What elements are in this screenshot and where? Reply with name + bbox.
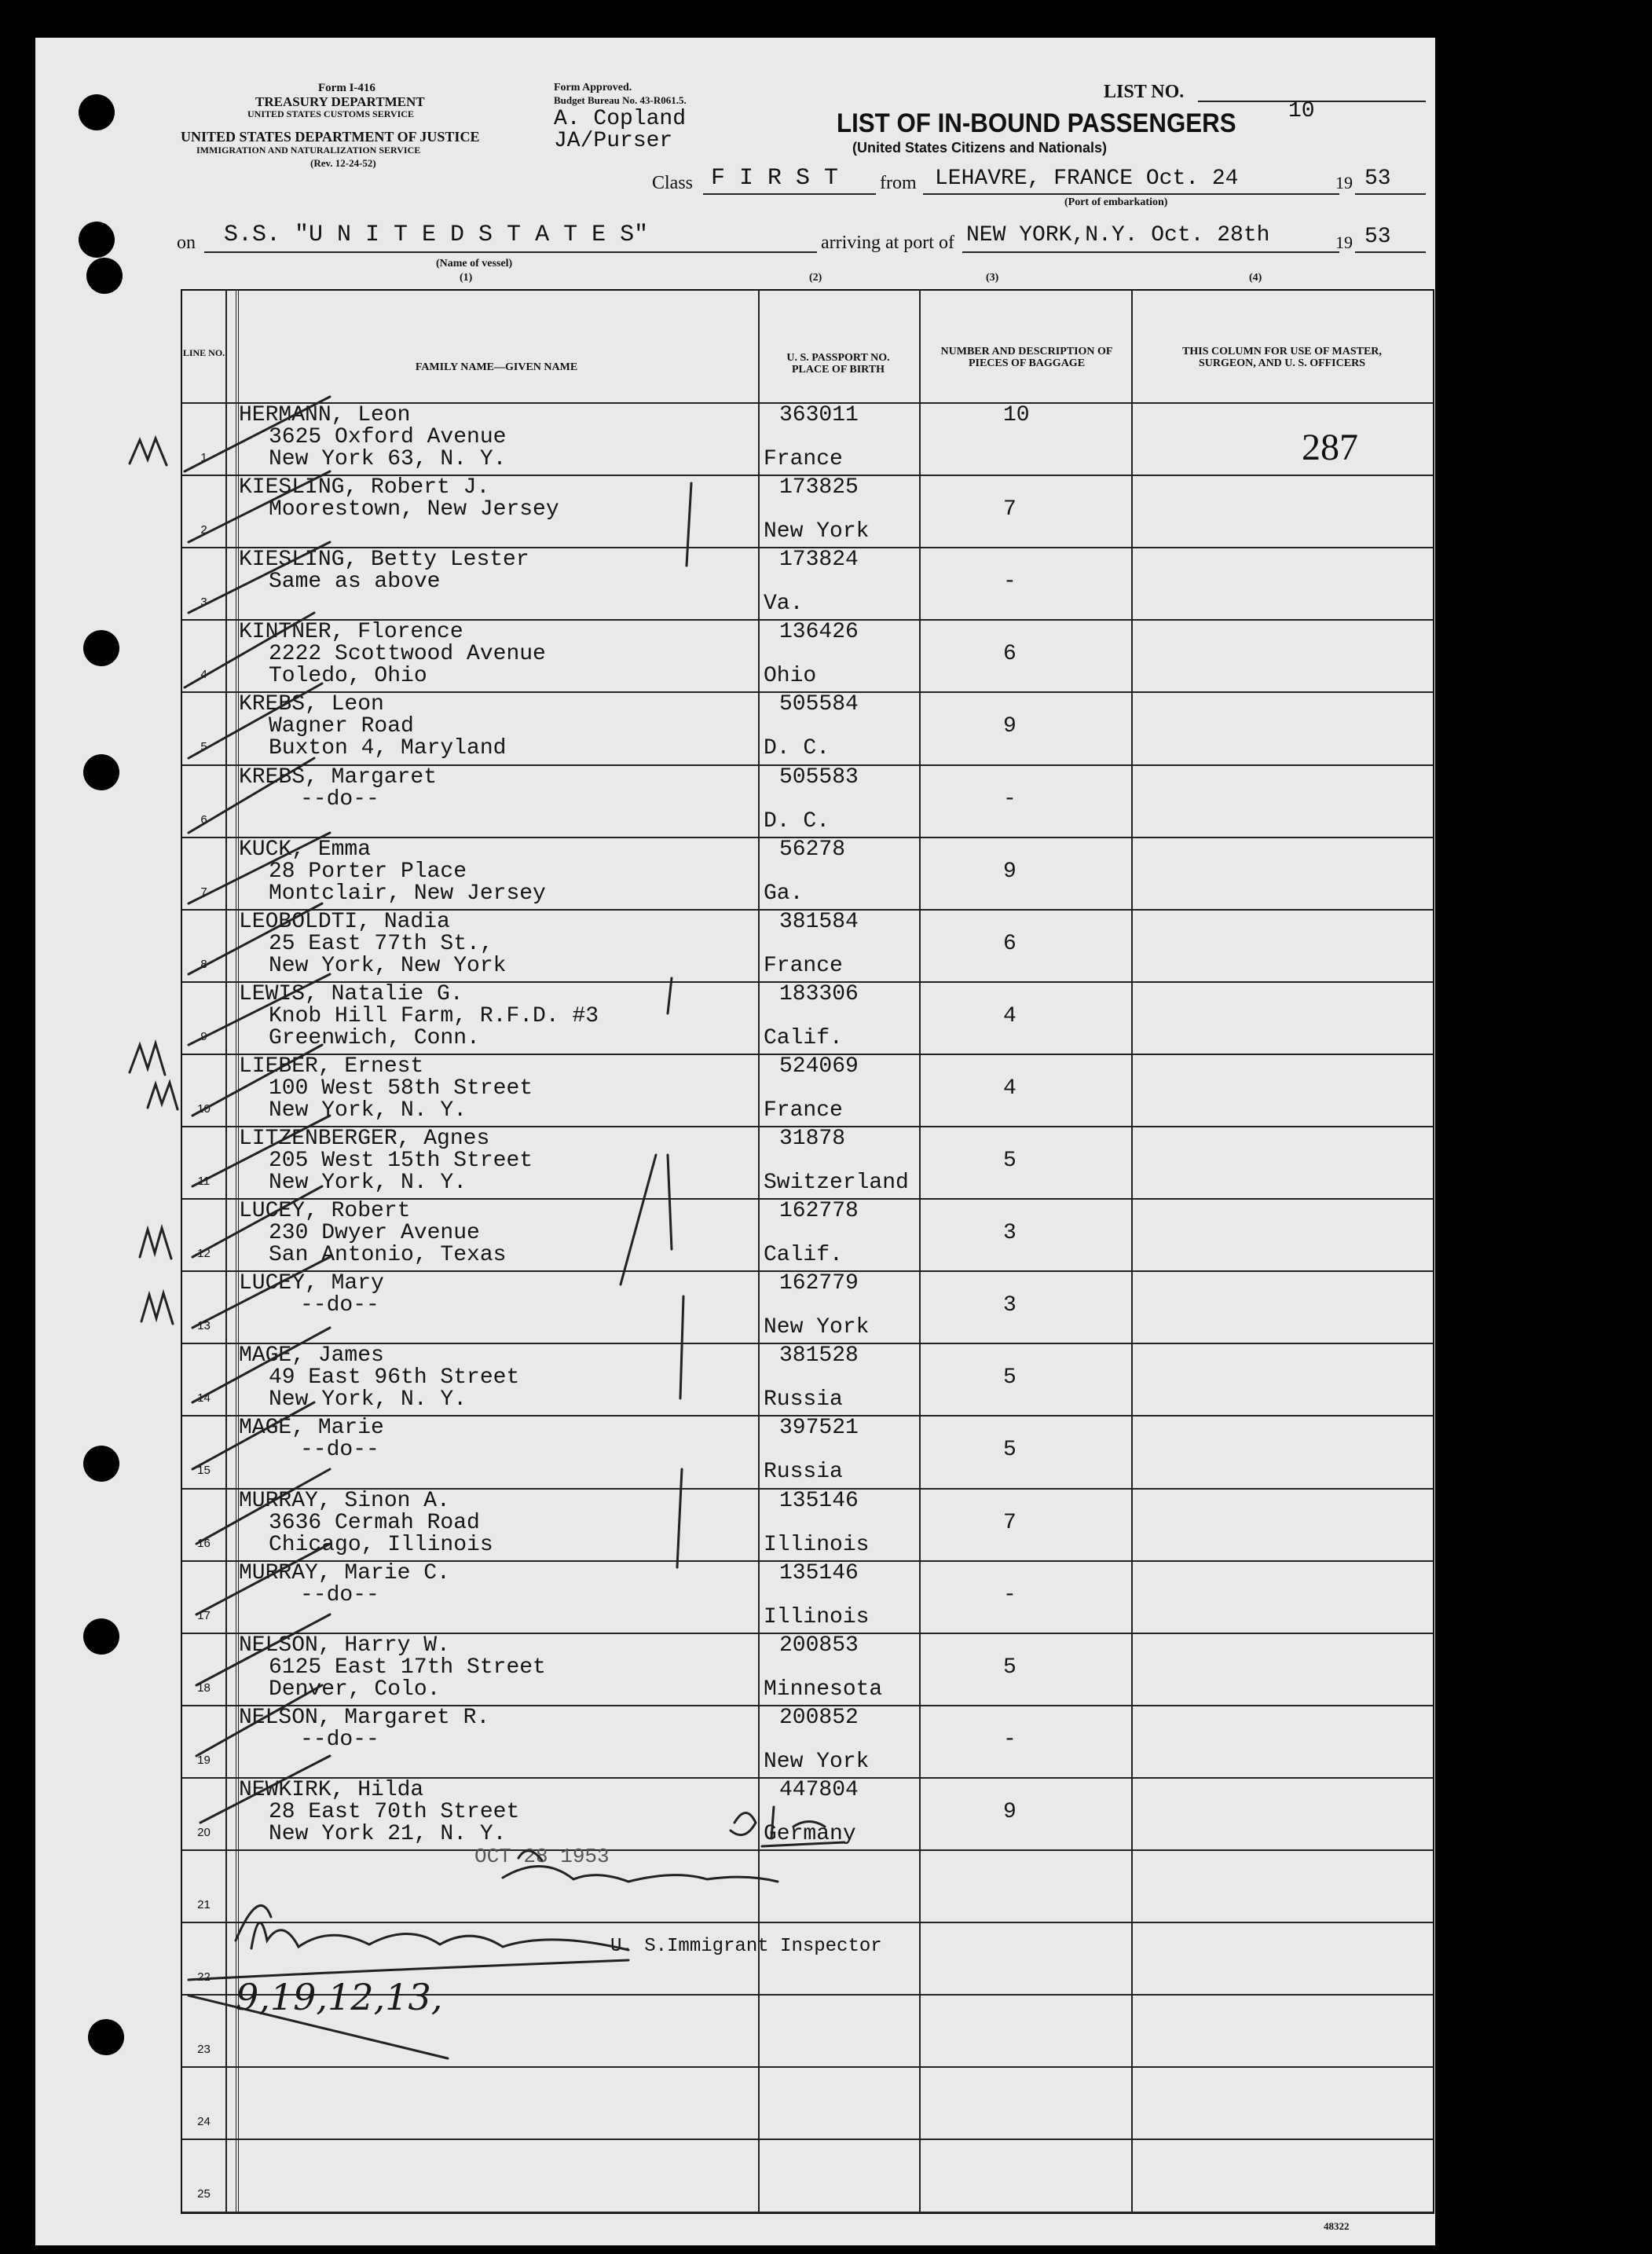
inspector-caption: U. S.Immigrant Inspector [610, 1936, 882, 1957]
column-number-3: (3) [986, 272, 999, 284]
baggage-count: 5 [1003, 1438, 1016, 1463]
passport-number: 56278 [779, 837, 846, 862]
embarkation-value: LEHAVRE, FRANCE Oct. 24 [935, 167, 1239, 191]
line-number: 8 [200, 957, 207, 971]
passenger-address-line: Knob Hill Farm, R.F.D. #3 [269, 1003, 599, 1028]
list-no-label: LIST NO. [1104, 82, 1185, 102]
passport-number: 162779 [779, 1271, 859, 1296]
column-number-1: (1) [460, 272, 473, 284]
passenger-address-line: Moorestown, New Jersey [269, 497, 559, 522]
line-number: 9 [200, 1029, 207, 1043]
place-of-birth: Va. [764, 592, 804, 617]
line-number: 11 [197, 1175, 211, 1188]
passport-number: 397521 [779, 1416, 859, 1441]
passenger-name: HERMANN, Leon [239, 403, 411, 427]
passenger-address-line: 49 East 96th Street [269, 1365, 520, 1391]
line-number: 3 [200, 596, 207, 610]
class-value: F I R S T [711, 165, 839, 192]
line-number: 25 [197, 2187, 211, 2201]
header-officers: THIS COLUMN FOR USE OF MASTER, SURGEON, AND U. S. OFFICERS [1182, 346, 1382, 369]
baggage-count: - [1003, 786, 1016, 812]
passport-number: 31878 [779, 1127, 846, 1151]
place-of-birth: D. C. [764, 808, 830, 834]
from-year: 53 [1364, 167, 1391, 191]
line-number: 7 [200, 885, 207, 899]
passport-number: 136426 [779, 620, 859, 645]
class-label: Class [652, 173, 694, 193]
baggage-count: 6 [1003, 642, 1016, 667]
passenger-address-line: Denver, Colo. [269, 1677, 441, 1702]
passenger-name: LEOBOLDTI, Nadia [239, 909, 450, 934]
form-code: 48322 [1324, 2220, 1350, 2232]
passenger-name: MAGE, James [239, 1343, 384, 1369]
passport-number: 200852 [779, 1705, 859, 1730]
passenger-name: NELSON, Harry W. [239, 1633, 450, 1658]
passport-number: 381528 [779, 1343, 859, 1369]
passenger-name: KREBS, Margaret [239, 764, 438, 790]
passenger-address-line: 28 East 70th Street [269, 1799, 520, 1824]
line-number: 15 [197, 1464, 211, 1478]
passport-number: 505584 [779, 692, 859, 717]
baggage-count: 5 [1003, 1365, 1016, 1391]
baggage-count: 3 [1003, 1221, 1016, 1246]
line-number: 14 [197, 1391, 211, 1406]
passport-number: 524069 [779, 1054, 859, 1079]
passenger-address-line: 100 West 58th Street [269, 1076, 533, 1101]
place-of-birth: France [764, 447, 843, 471]
passenger-name: MAGE, Marie [239, 1416, 384, 1441]
port-embarkation-caption: (Port of embarkation) [1064, 196, 1168, 208]
baggage-count: 4 [1003, 1003, 1016, 1028]
line-number: 10 [197, 1101, 211, 1116]
passenger-address-line: New York, N. Y. [269, 1171, 467, 1195]
revision-label: (Rev. 12-24-52) [310, 157, 376, 169]
place-of-birth: Illinois [764, 1532, 870, 1557]
passenger-address-line: 25 East 77th St., [269, 931, 493, 956]
vessel-caption: (Name of vessel) [436, 258, 513, 269]
line-number: 17 [197, 1608, 211, 1622]
passenger-address-line: 3625 Oxford Avenue [269, 425, 507, 449]
passenger-address-line: --do-- [300, 1293, 379, 1318]
passenger-address-line: San Antonio, Texas [269, 1243, 507, 1268]
vessel-name: S.S. "U N I T E D S T A T E S" [224, 222, 649, 248]
passenger-address-line: New York, New York [269, 953, 507, 978]
passenger-address-line: --do-- [300, 786, 379, 812]
arrival-year-prefix: 19 [1335, 233, 1353, 252]
passenger-name: KUCK, Emma [239, 837, 372, 862]
passenger-address-line: Wagner Road [269, 714, 414, 739]
line-number: 20 [197, 1825, 211, 1839]
header-name: FAMILY NAME—GIVEN NAME [415, 361, 578, 373]
place-of-birth: Germany [764, 1821, 856, 1846]
on-label: on [177, 233, 196, 253]
passport-number: 135146 [779, 1488, 859, 1513]
passenger-address-line: New York, N. Y. [269, 1387, 467, 1413]
passport-number: 162778 [779, 1199, 859, 1224]
officer-mark: 287 [1302, 427, 1358, 468]
column-number-4: (4) [1249, 272, 1262, 284]
place-of-birth: France [764, 1098, 843, 1123]
passenger-name: KREBS, Leon [239, 692, 384, 717]
baggage-count: 6 [1003, 931, 1016, 956]
line-number: 5 [200, 740, 207, 754]
baggage-count: 7 [1003, 1510, 1016, 1535]
baggage-count: 4 [1003, 1076, 1016, 1101]
passenger-address-line: Greenwich, Conn. [269, 1025, 480, 1050]
place-of-birth: Switzerland [764, 1171, 909, 1195]
passenger-name: NELSON, Margaret R. [239, 1705, 490, 1730]
passenger-name: LUCEY, Robert [239, 1199, 411, 1224]
passport-number: 505583 [779, 764, 859, 790]
line-number: 2 [200, 523, 207, 537]
place-of-birth: New York [764, 1749, 870, 1774]
handwritten-note: 9,19,12,13, [236, 1976, 443, 2018]
place-of-birth: Russia [764, 1460, 843, 1485]
baggage-count: - [1003, 1727, 1016, 1752]
passenger-address-line: --do-- [300, 1438, 379, 1463]
passenger-address-line: Same as above [269, 570, 441, 595]
line-number: 13 [197, 1319, 211, 1333]
passenger-address-line: 6125 East 17th Street [269, 1655, 546, 1680]
line-number: 4 [200, 668, 207, 682]
baggage-count: - [1003, 570, 1016, 595]
passenger-address-line: Montclair, New Jersey [269, 881, 546, 906]
place-of-birth: Ga. [764, 881, 804, 906]
line-number: 24 [197, 2115, 211, 2129]
line-number: 12 [197, 1247, 211, 1261]
header-baggage: NUMBER AND DESCRIPTION OF PIECES OF BAGGAGE [940, 346, 1113, 369]
approved-label: Form Approved. [554, 82, 632, 93]
inspection-stamp-date: OCT 28 1953 [474, 1845, 610, 1868]
passenger-name: NEWKIRK, Hilda [239, 1777, 424, 1802]
passenger-address-line: 3636 Cermah Road [269, 1510, 480, 1535]
header-line-no: LINE NO. [182, 347, 225, 358]
passenger-address-line: 28 Porter Place [269, 859, 467, 884]
passenger-address-line: Chicago, Illinois [269, 1532, 493, 1557]
passenger-name: LEWIS, Natalie G. [239, 981, 463, 1006]
purser-name: A. Copland [554, 107, 687, 131]
passenger-address-line: --do-- [300, 1582, 379, 1607]
passport-number: 173824 [779, 548, 859, 573]
passport-number: 135146 [779, 1560, 859, 1585]
form-subtitle: (United States Citizens and Nationals) [852, 140, 1108, 156]
passenger-name: KIESLING, Betty Lester [239, 548, 529, 573]
line-number: 18 [197, 1680, 211, 1695]
form-title: LIST OF IN-BOUND PASSENGERS [837, 108, 1236, 138]
passport-number: 173825 [779, 475, 859, 500]
purser-title: JA/Purser [554, 129, 673, 153]
place-of-birth: New York [764, 1315, 870, 1340]
treasury-label: TREASURY DEPARTMENT [255, 94, 425, 109]
passenger-name: LITZENBERGER, Agnes [239, 1127, 490, 1151]
column-number-2: (2) [809, 272, 822, 284]
passenger-address-line: New York 21, N. Y. [269, 1821, 507, 1846]
passenger-name: KIESLING, Robert J. [239, 475, 490, 500]
line-number: 21 [197, 1898, 211, 1911]
baggage-count: 10 [1003, 403, 1030, 427]
place-of-birth: D. C. [764, 736, 830, 761]
line-number: 1 [200, 451, 207, 464]
form-number: Form I-416 [318, 82, 375, 94]
line-number: 6 [200, 812, 207, 826]
arrival-value: NEW YORK,N.Y. Oct. 28th [966, 223, 1270, 247]
passenger-name: LUCEY, Mary [239, 1271, 384, 1296]
place-of-birth: Ohio [764, 664, 817, 689]
justice-label: UNITED STATES DEPARTMENT OF JUSTICE [181, 129, 480, 145]
budget-label: Budget Bureau No. 43-R061.5. [554, 94, 687, 106]
line-number: 16 [197, 1536, 211, 1550]
from-label: from [880, 173, 917, 193]
place-of-birth: Russia [764, 1387, 843, 1413]
header-passport: U. S. PASSPORT NO. PLACE OF BIRTH [786, 352, 890, 376]
arriving-label: arriving at port of [821, 233, 954, 253]
baggage-count: 9 [1003, 859, 1016, 884]
baggage-count: 3 [1003, 1293, 1016, 1318]
baggage-count: 5 [1003, 1655, 1016, 1680]
passport-number: 381584 [779, 909, 859, 934]
ins-label: IMMIGRATION AND NATURALIZATION SERVICE [196, 145, 421, 156]
passenger-name: MURRAY, Marie C. [239, 1560, 450, 1585]
passport-number: 363011 [779, 403, 859, 427]
line-number: 22 [197, 1970, 211, 1985]
passenger-name: MURRAY, Sinon A. [239, 1488, 450, 1513]
place-of-birth: Minnesota [764, 1677, 883, 1702]
passenger-address-line: New York 63, N. Y. [269, 447, 507, 471]
baggage-count: 5 [1003, 1149, 1016, 1173]
baggage-count: 9 [1003, 714, 1016, 739]
passenger-address-line: 2222 Scottwood Avenue [269, 642, 546, 667]
customs-label: UNITED STATES CUSTOMS SERVICE [247, 108, 414, 119]
passenger-address-line: --do-- [300, 1727, 379, 1752]
place-of-birth: New York [764, 519, 870, 544]
passenger-address-line: New York, N. Y. [269, 1098, 467, 1123]
place-of-birth: Calif. [764, 1243, 843, 1268]
place-of-birth: France [764, 953, 843, 978]
list-number: 10 [1288, 99, 1315, 123]
passenger-address-line: Toledo, Ohio [269, 664, 427, 689]
passenger-name: KINTNER, Florence [239, 620, 463, 645]
place-of-birth: Calif. [764, 1025, 843, 1050]
baggage-count: - [1003, 1582, 1016, 1607]
baggage-count: 9 [1003, 1799, 1016, 1824]
arrival-year: 53 [1364, 225, 1391, 249]
passenger-address-line: 230 Dwyer Avenue [269, 1221, 480, 1246]
passport-number: 447804 [779, 1777, 859, 1802]
line-number: 19 [197, 1753, 211, 1767]
passport-number: 183306 [779, 981, 859, 1006]
passport-number: 200853 [779, 1633, 859, 1658]
from-year-prefix: 19 [1335, 173, 1353, 192]
passenger-address-line: 205 West 15th Street [269, 1149, 533, 1173]
line-number: 23 [197, 2043, 211, 2057]
baggage-count: 7 [1003, 497, 1016, 522]
passenger-name: LIEBER, Ernest [239, 1054, 424, 1079]
passenger-address-line: Buxton 4, Maryland [269, 736, 507, 761]
place-of-birth: Illinois [764, 1604, 870, 1629]
